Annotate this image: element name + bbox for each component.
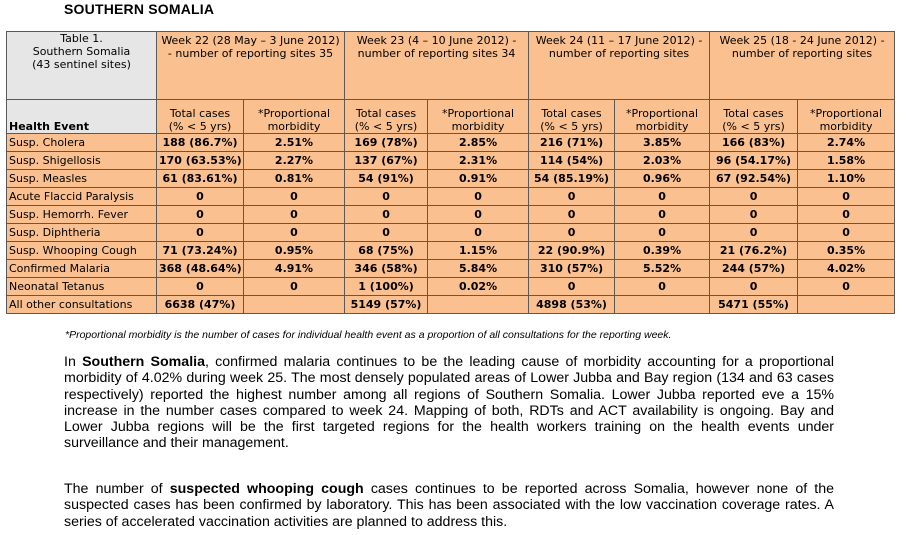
health-event-name: All other consultations [7,296,157,314]
proportional-morbidity-cell: 2.27% [244,152,345,170]
header-line: Total cases [169,107,231,120]
total-cases-cell: 0 [529,188,615,206]
table-caption-line: Table 1. [60,32,103,45]
proportional-morbidity-cell: 3.85% [615,134,710,152]
health-event-name: Acute Flaccid Paralysis [7,188,157,206]
total-cases-cell: 54 (85.19%) [529,170,615,188]
header-line: (% < 5 yrs) [722,120,785,133]
total-cases-header [157,100,244,134]
header-line: (% < 5 yrs) [354,120,418,133]
proportional-morbidity-cell: 0.39% [615,242,710,260]
proportional-morbidity-cell: 0 [798,188,895,206]
proportional-morbidity-cell: 0.81% [244,170,345,188]
header-line: Total cases [541,107,602,120]
total-cases-cell: 0 [710,278,798,296]
proportional-morbidity-cell: 0.96% [615,170,710,188]
total-cases-cell: 0 [345,188,428,206]
proportional-morbidity-cell: 1.15% [428,242,529,260]
total-cases-cell: 166 (83%) [710,134,798,152]
proportional-morbidity-cell: 0.35% [798,242,895,260]
header-line: morbidity [819,120,873,133]
proportional-morbidity-cell: 0 [428,224,529,242]
table-caption-line: (43 sentinel sites) [32,58,131,71]
total-cases-cell: 0 [529,278,615,296]
total-cases-cell: 0 [157,278,244,296]
week-header: Week 23 (4 – 10 June 2012) - number of reporting sites 34 [345,32,529,100]
table-row [7,278,895,296]
header-line: *Proportional [257,107,331,120]
proportional-morbidity-cell: 0 [244,188,345,206]
total-cases-cell: 21 (76.2%) [710,242,798,260]
proportional-morbidity-cell: 0 [244,224,345,242]
total-cases-cell: 0 [529,224,615,242]
proportional-morbidity-cell [615,296,710,314]
table-row [7,296,895,314]
week-header: Week 22 (28 May – 3 June 2012) - number of reporting sites 35 [157,32,345,100]
total-cases-cell: 6638 (47%) [157,296,244,314]
surveillance-table [6,31,895,314]
table-row [7,152,895,170]
proportional-morbidity-header [615,100,710,134]
paragraph-whooping-cough [64,481,834,530]
total-cases-cell: 61 (83.61%) [157,170,244,188]
total-cases-cell: 96 (54.17%) [710,152,798,170]
proportional-morbidity-cell: 0 [615,188,710,206]
paragraph-body: cases continues to be reported across Somalia, however none of the suspected cases has been confirmed by laboratory. This has been associated with the low vaccination coverage rates. A series of accelerated vaccination activities are planned to address this. [64,481,834,530]
total-cases-cell: 368 (48.64%) [157,260,244,278]
total-cases-cell: 5471 (55%) [710,296,798,314]
total-cases-header [529,100,615,134]
proportional-morbidity-cell: 0.02% [428,278,529,296]
week-header: Week 25 (18 - 24 June 2012) - number of reporting sites [710,32,895,100]
table-row [7,134,895,152]
total-cases-cell: 0 [710,188,798,206]
table-caption-line: Southern Somalia [32,45,131,58]
paragraph-highlight: Southern Somalia [82,354,205,370]
paragraph-body: , confirmed malaria continues to be the leading cause of morbidity accounting for a proportional morbidity of 4.02% during week 25. The most densely populated areas of Lower Jubba and Bay region (134 and 63 cases respectively) reported the highest number among all regions of Southern Somalia. Lower Jubba reported eve a 15% increase in the number cases compared to week 24. Mapping of both, RDTs and ACT availability is ongoing. Bay and Lower Jubba regions will be the first targeted regions for the health workers training on the health events under surveillance and their management. [64,354,834,452]
table-row [7,170,895,188]
health-event-name: Susp. Measles [7,170,157,188]
paragraph-malaria [64,354,834,452]
total-cases-cell: 4898 (53%) [529,296,615,314]
proportional-morbidity-cell: 0 [798,206,895,224]
total-cases-cell: 346 (58%) [345,260,428,278]
health-event-name: Susp. Cholera [7,134,157,152]
proportional-morbidity-cell: 0 [615,224,710,242]
proportional-morbidity-cell [798,296,895,314]
proportional-morbidity-cell: 0.91% [428,170,529,188]
proportional-morbidity-cell: 0 [615,206,710,224]
total-cases-cell: 22 (90.9%) [529,242,615,260]
total-cases-cell: 71 (73.24%) [157,242,244,260]
week-header: Week 24 (11 – 17 June 2012) - number of reporting sites [529,32,710,100]
proportional-morbidity-cell: 0 [428,206,529,224]
proportional-morbidity-cell: 0 [798,278,895,296]
table-row [7,242,895,260]
total-cases-cell: 0 [710,224,798,242]
proportional-morbidity-cell: 0 [798,224,895,242]
health-event-name: Neonatal Tetanus [7,278,157,296]
total-cases-cell: 137 (67%) [345,152,428,170]
header-line: morbidity [451,120,505,133]
header-line: morbidity [267,120,321,133]
header-line: (% < 5 yrs) [540,120,603,133]
proportional-morbidity-cell: 1.10% [798,170,895,188]
total-cases-cell: 169 (78%) [345,134,428,152]
proportional-morbidity-header [244,100,345,134]
total-cases-header [345,100,428,134]
table-row [7,206,895,224]
total-cases-cell: 0 [157,224,244,242]
proportional-morbidity-cell: 0 [615,278,710,296]
header-line: *Proportional [441,107,515,120]
total-cases-header [710,100,798,134]
total-cases-cell: 310 (57%) [529,260,615,278]
header-line: *Proportional [626,107,699,120]
proportional-morbidity-header [428,100,529,134]
proportional-morbidity-cell [244,296,345,314]
proportional-morbidity-cell: 2.31% [428,152,529,170]
total-cases-cell: 114 (54%) [529,152,615,170]
paragraph-prefix: In [64,354,83,370]
proportional-morbidity-cell: 0 [244,278,345,296]
total-cases-cell: 0 [157,206,244,224]
total-cases-cell: 244 (57%) [710,260,798,278]
proportional-morbidity-cell: 4.91% [244,260,345,278]
total-cases-cell: 0 [345,206,428,224]
total-cases-cell: 1 (100%) [345,278,428,296]
total-cases-cell: 0 [345,224,428,242]
total-cases-cell: 188 (86.7%) [157,134,244,152]
table-row [7,224,895,242]
total-cases-cell: 67 (92.54%) [710,170,798,188]
header-line: (% < 5 yrs) [168,120,232,133]
proportional-morbidity-cell: 5.84% [428,260,529,278]
proportional-morbidity-cell: 2.85% [428,134,529,152]
header-line: morbidity [635,120,689,133]
proportional-morbidity-cell [428,296,529,314]
total-cases-cell: 54 (91%) [345,170,428,188]
total-cases-cell: 170 (63.53%) [157,152,244,170]
proportional-morbidity-cell: 2.03% [615,152,710,170]
header-line: Total cases [355,107,417,120]
header-line: *Proportional [810,107,883,120]
proportional-morbidity-cell: 2.51% [244,134,345,152]
total-cases-cell: 68 (75%) [345,242,428,260]
table-caption [7,32,157,100]
table-row [7,260,895,278]
proportional-morbidity-cell: 5.52% [615,260,710,278]
total-cases-cell: 0 [710,206,798,224]
health-event-name: Susp. Diphtheria [7,224,157,242]
total-cases-cell: 0 [157,188,244,206]
header-line: Total cases [723,107,784,120]
health-event-name: Susp. Hemorrh. Fever [7,206,157,224]
section-title: SOUTHERN SOMALIA [64,1,215,17]
health-event-name: Susp. Whooping Cough [7,242,157,260]
proportional-morbidity-cell: 0 [244,206,345,224]
proportional-morbidity-cell: 0 [428,188,529,206]
health-event-name: Susp. Shigellosis [7,152,157,170]
proportional-morbidity-cell: 0.95% [244,242,345,260]
table-row [7,188,895,206]
total-cases-cell: 0 [529,206,615,224]
paragraph-prefix: The number of [64,481,170,497]
proportional-morbidity-cell: 2.74% [798,134,895,152]
total-cases-cell: 216 (71%) [529,134,615,152]
health-event-header: Health Event [7,100,157,134]
footnote: *Proportional morbidity is the number of cases for individual health event as a proportion of all consultations for the reporting week. [65,329,672,341]
proportional-morbidity-cell: 4.02% [798,260,895,278]
proportional-morbidity-header [798,100,895,134]
proportional-morbidity-cell: 1.58% [798,152,895,170]
total-cases-cell: 5149 (57%) [345,296,428,314]
health-event-name: Confirmed Malaria [7,260,157,278]
paragraph-highlight: suspected whooping cough [169,481,364,497]
